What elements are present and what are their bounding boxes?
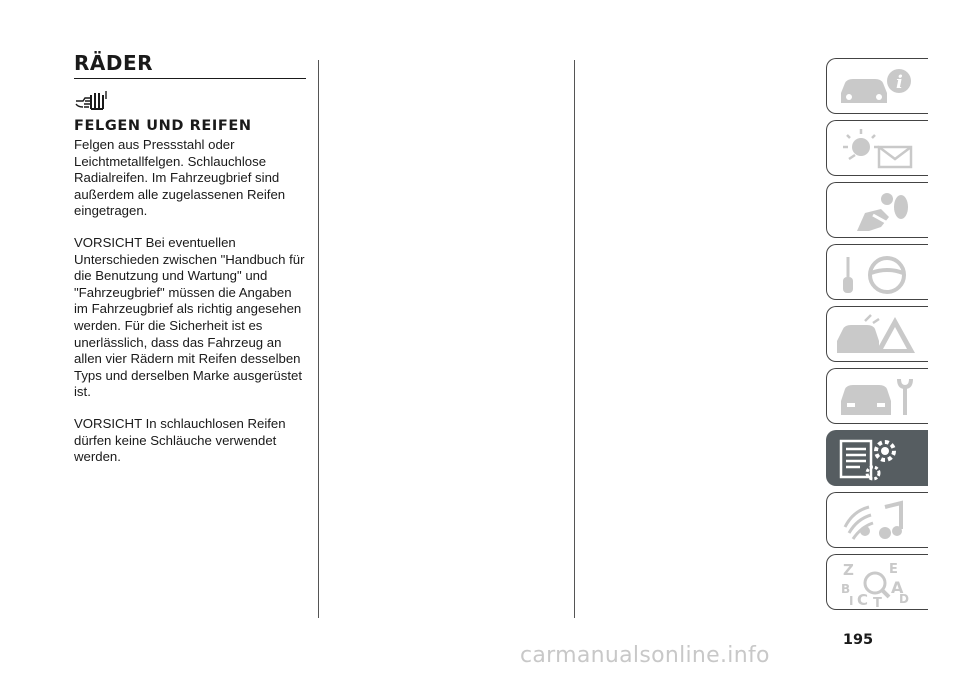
car-info-icon: [835, 63, 923, 111]
car-wrench-icon: [835, 373, 923, 421]
hand-pointing-icon: [74, 89, 112, 111]
multimedia-signal-music-icon: [835, 497, 923, 545]
warning-light-message-icon: [835, 125, 923, 173]
tab-car-info[interactable]: [826, 58, 928, 114]
svg-text:T: T: [873, 596, 882, 607]
tab-multimedia[interactable]: [826, 492, 928, 548]
alphabetical-index-icon: [835, 559, 923, 607]
tab-technical-data[interactable]: [826, 430, 928, 486]
seat-airbag-icon: [835, 187, 923, 235]
tab-starting-driving[interactable]: [826, 244, 928, 300]
paragraph: Felgen aus Pressstahl oder Leichtmetallfelgen. Schlauchlose Radialreifen. Im Fahrzeugbrief sind außerdem alle zugelassenen Reifen eingetragen.: [74, 137, 286, 219]
svg-text:C: C: [857, 591, 869, 607]
chapter-title: RÄDER: [74, 52, 306, 79]
svg-text:B: B: [841, 582, 851, 596]
svg-text:D: D: [899, 592, 909, 606]
warning-paragraph: VORSICHT Bei eventuellen Unterschieden zwischen "Handbuch für die Benutzung und Wartung" und "Fahrzeugbrief" müssen die Angaben im Fahrzeugbrief als richtig angesehen werden. Für die Sicherheit ist es unerlässlich, dass das Fahrzeug an allen vier Rädern mit Reifen desselben Typs und derselben Marke ausgerüstet ist.: [74, 234, 305, 400]
tab-safety[interactable]: [826, 182, 928, 238]
svg-text:A: A: [891, 578, 904, 597]
column-divider: [318, 60, 319, 618]
tab-maintenance[interactable]: [826, 368, 928, 424]
text-column: [74, 52, 306, 481]
tab-warning-lights-messages[interactable]: [826, 120, 928, 176]
car-breakdown-warning-icon: [835, 311, 923, 359]
section-title: FELGEN UND REIFEN: [74, 118, 252, 134]
watermark: carmanualsonline.info: [520, 643, 770, 668]
technical-data-gears-icon: [835, 435, 923, 483]
tab-alphabetical-index[interactable]: [826, 554, 928, 610]
key-steering-wheel-icon: [835, 249, 923, 297]
svg-text:I: I: [849, 594, 854, 607]
column-divider: [574, 60, 575, 618]
warning-paragraph: VORSICHT In schlauchlosen Reifen dürfen keine Schläuche verwendet werden.: [74, 415, 286, 465]
svg-text:Z: Z: [843, 561, 854, 579]
tab-emergency[interactable]: [826, 306, 928, 362]
svg-text:E: E: [889, 562, 898, 577]
svg-text:i: i: [896, 72, 903, 93]
page-number: 195: [842, 632, 874, 648]
